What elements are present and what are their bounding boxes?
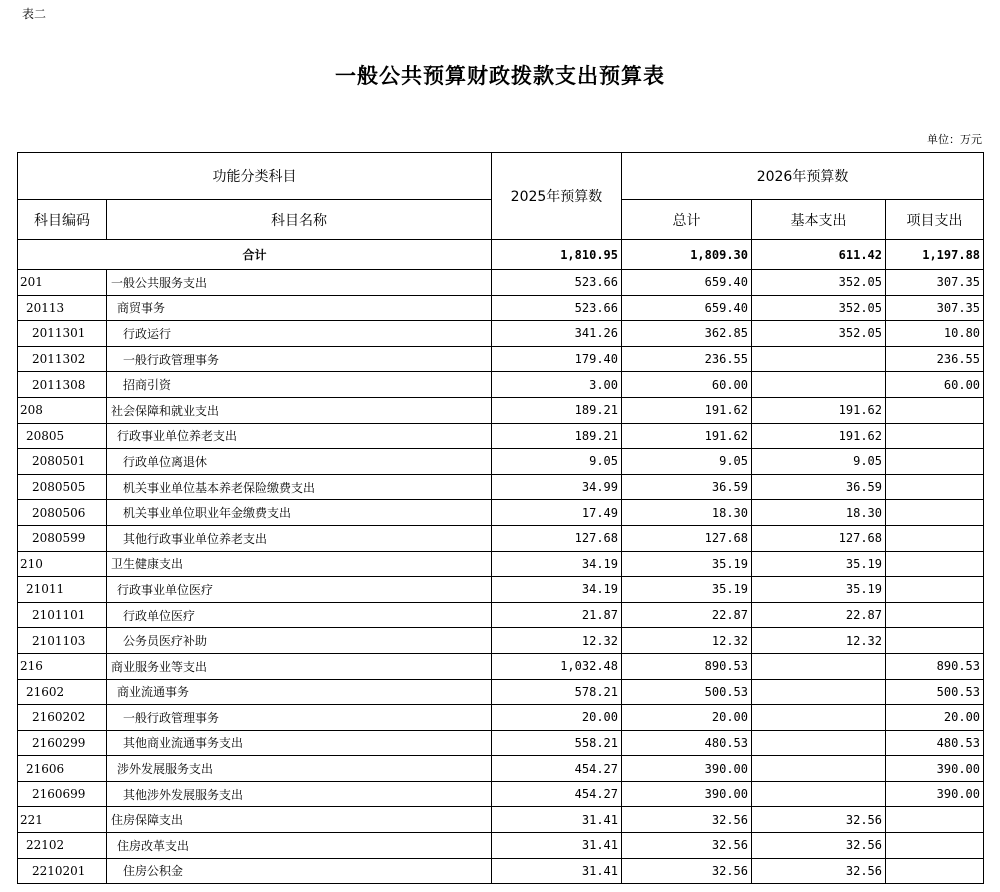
row-total: 9.05 <box>622 449 752 475</box>
table-row <box>18 833 984 859</box>
row-basic: 32.56 <box>752 833 886 859</box>
row-total: 659.40 <box>622 295 752 321</box>
row-basic: 18.30 <box>752 500 886 526</box>
row-project <box>886 474 984 500</box>
table-row <box>18 423 984 449</box>
row-b2025: 12.32 <box>492 628 622 654</box>
table-row <box>18 295 984 321</box>
row-project <box>886 858 984 884</box>
row-basic: 32.56 <box>752 807 886 833</box>
header-project: 项目支出 <box>886 200 984 240</box>
row-total: 191.62 <box>622 397 752 423</box>
row-basic: 191.62 <box>752 423 886 449</box>
row-b2025: 578.21 <box>492 679 622 705</box>
row-code: 20113 <box>18 295 107 321</box>
row-total: 362.85 <box>622 321 752 347</box>
row-b2025: 20.00 <box>492 705 622 731</box>
table-row <box>18 781 984 807</box>
row-code: 2101103 <box>18 628 107 654</box>
row-b2025: 34.19 <box>492 577 622 603</box>
table-row <box>18 577 984 603</box>
total-label: 合计 <box>18 240 492 270</box>
row-code: 2011301 <box>18 321 107 347</box>
page-title: 一般公共预算财政拨款支出预算表 <box>335 63 665 88</box>
table-row <box>18 705 984 731</box>
total-b2025: 1,810.95 <box>492 240 622 270</box>
header-total: 总计 <box>622 200 752 240</box>
row-b2025: 523.66 <box>492 295 622 321</box>
row-name: 住房改革支出 <box>107 833 492 859</box>
row-code: 2080505 <box>18 474 107 500</box>
table-row <box>18 756 984 782</box>
row-total: 22.87 <box>622 602 752 628</box>
row-project <box>886 551 984 577</box>
row-name: 公务员医疗补助 <box>107 628 492 654</box>
table-row <box>18 525 984 551</box>
unit-label: 单位：万元 <box>927 133 982 146</box>
row-total: 127.68 <box>622 525 752 551</box>
row-project <box>886 833 984 859</box>
row-b2025: 189.21 <box>492 397 622 423</box>
table-body <box>18 240 984 884</box>
row-total: 659.40 <box>622 270 752 296</box>
row-basic: 36.59 <box>752 474 886 500</box>
row-name: 其他行政事业单位养老支出 <box>107 525 492 551</box>
header-name: 科目名称 <box>107 200 492 240</box>
total-total: 1,809.30 <box>622 240 752 270</box>
row-name: 行政事业单位养老支出 <box>107 423 492 449</box>
table-tag: 表二 <box>22 7 47 21</box>
row-project <box>886 628 984 654</box>
row-total: 32.56 <box>622 858 752 884</box>
row-b2025: 3.00 <box>492 372 622 398</box>
table-row <box>18 270 984 296</box>
row-name: 涉外发展服务支出 <box>107 756 492 782</box>
row-name: 机关事业单位基本养老保险缴费支出 <box>107 474 492 500</box>
row-total: 60.00 <box>622 372 752 398</box>
row-project: 390.00 <box>886 781 984 807</box>
row-basic: 352.05 <box>752 321 886 347</box>
row-b2025: 21.87 <box>492 602 622 628</box>
total-row <box>18 240 984 270</box>
row-project: 307.35 <box>886 295 984 321</box>
row-code: 210 <box>18 551 107 577</box>
row-code: 21606 <box>18 756 107 782</box>
row-total: 32.56 <box>622 807 752 833</box>
row-total: 12.32 <box>622 628 752 654</box>
row-basic <box>752 781 886 807</box>
row-project: 20.00 <box>886 705 984 731</box>
row-project <box>886 423 984 449</box>
row-code: 208 <box>18 397 107 423</box>
row-project <box>886 397 984 423</box>
row-project: 236.55 <box>886 346 984 372</box>
row-b2025: 1,032.48 <box>492 653 622 679</box>
row-total: 191.62 <box>622 423 752 449</box>
row-b2025: 454.27 <box>492 756 622 782</box>
row-code: 221 <box>18 807 107 833</box>
table-row <box>18 551 984 577</box>
row-total: 390.00 <box>622 781 752 807</box>
row-b2025: 558.21 <box>492 730 622 756</box>
row-code: 2210201 <box>18 858 107 884</box>
table-row <box>18 858 984 884</box>
row-code: 2011302 <box>18 346 107 372</box>
row-basic <box>752 679 886 705</box>
row-total: 18.30 <box>622 500 752 526</box>
row-basic: 35.19 <box>752 577 886 603</box>
row-project: 500.53 <box>886 679 984 705</box>
row-basic: 12.32 <box>752 628 886 654</box>
row-project: 390.00 <box>886 756 984 782</box>
row-code: 21011 <box>18 577 107 603</box>
row-total: 500.53 <box>622 679 752 705</box>
table-row <box>18 602 984 628</box>
row-total: 890.53 <box>622 653 752 679</box>
row-basic <box>752 346 886 372</box>
row-code: 2160299 <box>18 730 107 756</box>
row-basic: 35.19 <box>752 551 886 577</box>
row-total: 35.19 <box>622 577 752 603</box>
table-row <box>18 500 984 526</box>
row-total: 35.19 <box>622 551 752 577</box>
row-code: 22102 <box>18 833 107 859</box>
row-name: 机关事业单位职业年金缴费支出 <box>107 500 492 526</box>
row-b2025: 31.41 <box>492 858 622 884</box>
row-total: 20.00 <box>622 705 752 731</box>
row-name: 商业流通事务 <box>107 679 492 705</box>
row-total: 480.53 <box>622 730 752 756</box>
table-row <box>18 679 984 705</box>
row-project <box>886 449 984 475</box>
row-b2025: 127.68 <box>492 525 622 551</box>
header-basic: 基本支出 <box>752 200 886 240</box>
budget-table <box>17 152 984 884</box>
row-name: 其他商业流通事务支出 <box>107 730 492 756</box>
header-code: 科目编码 <box>18 200 107 240</box>
row-code: 2101101 <box>18 602 107 628</box>
row-b2025: 31.41 <box>492 807 622 833</box>
row-basic <box>752 372 886 398</box>
row-basic <box>752 705 886 731</box>
row-project: 890.53 <box>886 653 984 679</box>
row-project: 10.80 <box>886 321 984 347</box>
row-code: 2080501 <box>18 449 107 475</box>
header-category: 功能分类科目 <box>18 153 492 200</box>
row-name: 住房保障支出 <box>107 807 492 833</box>
table-row <box>18 730 984 756</box>
row-name: 社会保障和就业支出 <box>107 397 492 423</box>
row-project: 480.53 <box>886 730 984 756</box>
row-code: 201 <box>18 270 107 296</box>
row-basic <box>752 730 886 756</box>
row-name: 一般行政管理事务 <box>107 346 492 372</box>
table-row <box>18 449 984 475</box>
row-code: 2160202 <box>18 705 107 731</box>
table-row <box>18 653 984 679</box>
row-code: 216 <box>18 653 107 679</box>
row-b2025: 34.99 <box>492 474 622 500</box>
row-b2025: 31.41 <box>492 833 622 859</box>
row-name: 商业服务业等支出 <box>107 653 492 679</box>
table-row <box>18 807 984 833</box>
row-code: 21602 <box>18 679 107 705</box>
row-name: 一般公共服务支出 <box>107 270 492 296</box>
header-budget-2026: 2026年预算数 <box>622 153 984 200</box>
table-row <box>18 628 984 654</box>
row-project <box>886 807 984 833</box>
row-name: 行政单位医疗 <box>107 602 492 628</box>
row-b2025: 179.40 <box>492 346 622 372</box>
row-total: 236.55 <box>622 346 752 372</box>
row-b2025: 17.49 <box>492 500 622 526</box>
row-code: 20805 <box>18 423 107 449</box>
row-name: 卫生健康支出 <box>107 551 492 577</box>
row-code: 2011308 <box>18 372 107 398</box>
row-b2025: 454.27 <box>492 781 622 807</box>
row-b2025: 189.21 <box>492 423 622 449</box>
row-name: 招商引资 <box>107 372 492 398</box>
row-name: 行政单位离退休 <box>107 449 492 475</box>
row-name: 住房公积金 <box>107 858 492 884</box>
row-code: 2160699 <box>18 781 107 807</box>
row-basic: 9.05 <box>752 449 886 475</box>
row-basic <box>752 756 886 782</box>
table-row <box>18 474 984 500</box>
header-budget-2025: 2025年预算数 <box>492 153 622 240</box>
row-name: 行政运行 <box>107 321 492 347</box>
row-b2025: 341.26 <box>492 321 622 347</box>
row-name: 其他涉外发展服务支出 <box>107 781 492 807</box>
row-basic: 352.05 <box>752 270 886 296</box>
row-project: 60.00 <box>886 372 984 398</box>
row-basic: 127.68 <box>752 525 886 551</box>
row-project <box>886 525 984 551</box>
row-basic <box>752 653 886 679</box>
row-project: 307.35 <box>886 270 984 296</box>
table-row <box>18 397 984 423</box>
total-project: 1,197.88 <box>886 240 984 270</box>
row-b2025: 34.19 <box>492 551 622 577</box>
row-project <box>886 602 984 628</box>
row-name: 商贸事务 <box>107 295 492 321</box>
table-row <box>18 321 984 347</box>
row-basic: 352.05 <box>752 295 886 321</box>
row-basic: 191.62 <box>752 397 886 423</box>
row-code: 2080599 <box>18 525 107 551</box>
row-project <box>886 500 984 526</box>
row-project <box>886 577 984 603</box>
row-total: 32.56 <box>622 833 752 859</box>
row-total: 390.00 <box>622 756 752 782</box>
table-row <box>18 372 984 398</box>
total-basic: 611.42 <box>752 240 886 270</box>
row-basic: 32.56 <box>752 858 886 884</box>
row-b2025: 523.66 <box>492 270 622 296</box>
row-code: 2080506 <box>18 500 107 526</box>
row-b2025: 9.05 <box>492 449 622 475</box>
row-basic: 22.87 <box>752 602 886 628</box>
row-name: 一般行政管理事务 <box>107 705 492 731</box>
row-name: 行政事业单位医疗 <box>107 577 492 603</box>
row-total: 36.59 <box>622 474 752 500</box>
table-row <box>18 346 984 372</box>
